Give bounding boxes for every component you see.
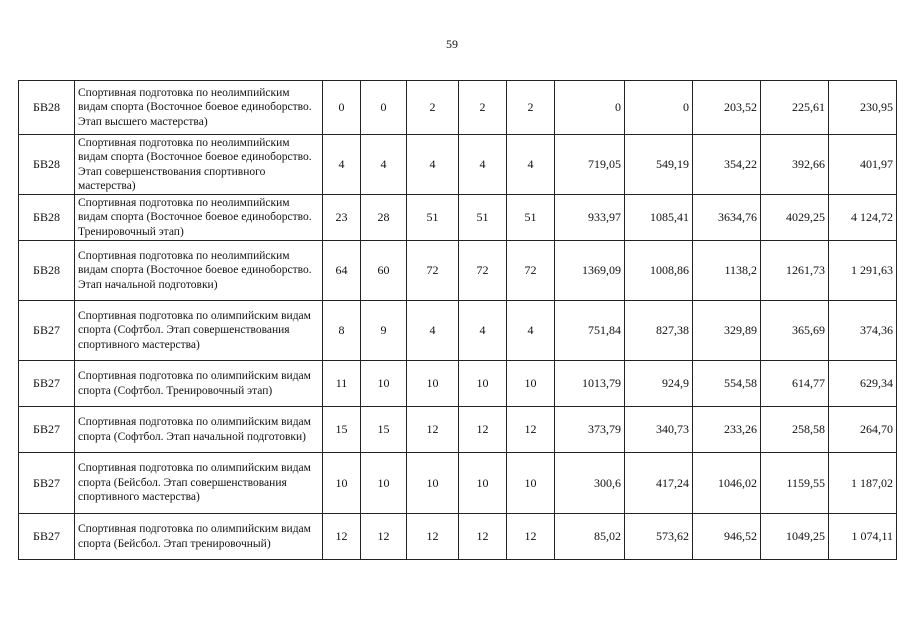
table-row [19,81,897,135]
row-code-cell: БВ27 [19,514,75,560]
row-code-cell: БВ28 [19,241,75,301]
row-amount-cell: 264,70 [829,407,897,453]
row-amount-cell: 933,97 [555,195,625,241]
row-count-cell: 10 [361,361,407,407]
row-code-cell: БВ28 [19,195,75,241]
row-count-cell: 12 [407,514,459,560]
row-amount-cell: 0 [555,81,625,135]
row-amount-cell: 1046,02 [693,453,761,514]
row-amount-cell: 230,95 [829,81,897,135]
table-row [19,514,897,560]
row-description-cell: Спортивная подготовка по олимпийским видам спорта (Софтбол. Тренировочный этап) [75,361,323,407]
row-count-cell: 12 [323,514,361,560]
row-amount-cell: 401,97 [829,135,897,195]
row-code-cell: БВ28 [19,81,75,135]
row-count-cell: 4 [323,135,361,195]
row-count-cell: 51 [407,195,459,241]
row-count-cell: 2 [507,81,555,135]
row-description-cell: Спортивная подготовка по неолимпийским видам спорта (Восточное боевое единоборство. Этап высшего мастерства) [75,81,323,135]
row-count-cell: 64 [323,241,361,301]
table-row [19,241,897,301]
row-count-cell: 10 [507,453,555,514]
row-count-cell: 4 [507,301,555,361]
row-amount-cell: 0 [625,81,693,135]
row-count-cell: 72 [459,241,507,301]
table-row [19,407,897,453]
row-amount-cell: 554,58 [693,361,761,407]
row-count-cell: 72 [407,241,459,301]
row-amount-cell: 1369,09 [555,241,625,301]
row-amount-cell: 203,52 [693,81,761,135]
row-amount-cell: 374,36 [829,301,897,361]
row-amount-cell: 225,61 [761,81,829,135]
row-amount-cell: 1008,86 [625,241,693,301]
row-count-cell: 60 [361,241,407,301]
row-description-cell: Спортивная подготовка по неолимпийским видам спорта (Восточное боевое единоборство. Этап начальной подготовки) [75,241,323,301]
row-amount-cell: 3634,76 [693,195,761,241]
row-count-cell: 12 [459,407,507,453]
table-row [19,195,897,241]
row-amount-cell: 329,89 [693,301,761,361]
row-description-cell: Спортивная подготовка по олимпийским видам спорта (Софтбол. Этап совершенствования спортивного мастерства) [75,301,323,361]
row-amount-cell: 946,52 [693,514,761,560]
row-amount-cell: 1261,73 [761,241,829,301]
row-amount-cell: 4 124,72 [829,195,897,241]
row-count-cell: 51 [459,195,507,241]
row-description-cell: Спортивная подготовка по олимпийским видам спорта (Софтбол. Этап начальной подготовки) [75,407,323,453]
data-table [18,80,897,560]
row-count-cell: 10 [407,361,459,407]
row-amount-cell: 1 291,63 [829,241,897,301]
row-count-cell: 10 [507,361,555,407]
row-count-cell: 15 [361,407,407,453]
row-amount-cell: 924,9 [625,361,693,407]
row-code-cell: БВ28 [19,135,75,195]
row-count-cell: 23 [323,195,361,241]
table-row [19,301,897,361]
row-count-cell: 12 [507,514,555,560]
row-amount-cell: 1049,25 [761,514,829,560]
row-amount-cell: 417,24 [625,453,693,514]
row-amount-cell: 1 187,02 [829,453,897,514]
row-amount-cell: 549,19 [625,135,693,195]
row-amount-cell: 340,73 [625,407,693,453]
row-amount-cell: 1 074,11 [829,514,897,560]
row-count-cell: 10 [407,453,459,514]
row-amount-cell: 573,62 [625,514,693,560]
page-number: 59 [446,37,458,51]
row-description-cell: Спортивная подготовка по олимпийским видам спорта (Бейсбол. Этап совершенствования спортивного мастерства) [75,453,323,514]
row-count-cell: 4 [407,135,459,195]
table-row [19,453,897,514]
row-description-cell: Спортивная подготовка по неолимпийским видам спорта (Восточное боевое единоборство. Тренировочный этап) [75,195,323,241]
row-count-cell: 72 [507,241,555,301]
row-description-cell: Спортивная подготовка по неолимпийским видам спорта (Восточное боевое единоборство. Этап совершенствования спортивного мастерства) [75,135,323,195]
row-amount-cell: 4029,25 [761,195,829,241]
row-amount-cell: 300,6 [555,453,625,514]
row-amount-cell: 258,58 [761,407,829,453]
row-amount-cell: 614,77 [761,361,829,407]
row-code-cell: БВ27 [19,361,75,407]
row-amount-cell: 827,38 [625,301,693,361]
row-count-cell: 4 [507,135,555,195]
row-amount-cell: 1013,79 [555,361,625,407]
row-count-cell: 4 [361,135,407,195]
row-amount-cell: 365,69 [761,301,829,361]
row-count-cell: 10 [361,453,407,514]
row-count-cell: 10 [323,453,361,514]
row-amount-cell: 1138,2 [693,241,761,301]
row-amount-cell: 719,05 [555,135,625,195]
row-count-cell: 11 [323,361,361,407]
row-amount-cell: 354,22 [693,135,761,195]
row-count-cell: 9 [361,301,407,361]
row-count-cell: 4 [459,135,507,195]
row-amount-cell: 233,26 [693,407,761,453]
row-count-cell: 15 [323,407,361,453]
row-count-cell: 4 [407,301,459,361]
row-count-cell: 4 [459,301,507,361]
row-count-cell: 0 [361,81,407,135]
row-count-cell: 10 [459,453,507,514]
row-count-cell: 2 [459,81,507,135]
row-description-cell: Спортивная подготовка по олимпийским видам спорта (Бейсбол. Этап тренировочный) [75,514,323,560]
table-body [19,81,897,560]
row-amount-cell: 392,66 [761,135,829,195]
row-count-cell: 10 [459,361,507,407]
row-amount-cell: 373,79 [555,407,625,453]
row-count-cell: 0 [323,81,361,135]
row-amount-cell: 85,02 [555,514,625,560]
row-amount-cell: 1085,41 [625,195,693,241]
table-row [19,361,897,407]
row-amount-cell: 751,84 [555,301,625,361]
row-count-cell: 12 [361,514,407,560]
table-row [19,135,897,195]
row-count-cell: 51 [507,195,555,241]
row-count-cell: 12 [507,407,555,453]
row-code-cell: БВ27 [19,301,75,361]
row-count-cell: 8 [323,301,361,361]
row-count-cell: 28 [361,195,407,241]
row-code-cell: БВ27 [19,407,75,453]
row-count-cell: 2 [407,81,459,135]
row-code-cell: БВ27 [19,453,75,514]
row-amount-cell: 629,34 [829,361,897,407]
row-count-cell: 12 [459,514,507,560]
row-amount-cell: 1159,55 [761,453,829,514]
row-count-cell: 12 [407,407,459,453]
